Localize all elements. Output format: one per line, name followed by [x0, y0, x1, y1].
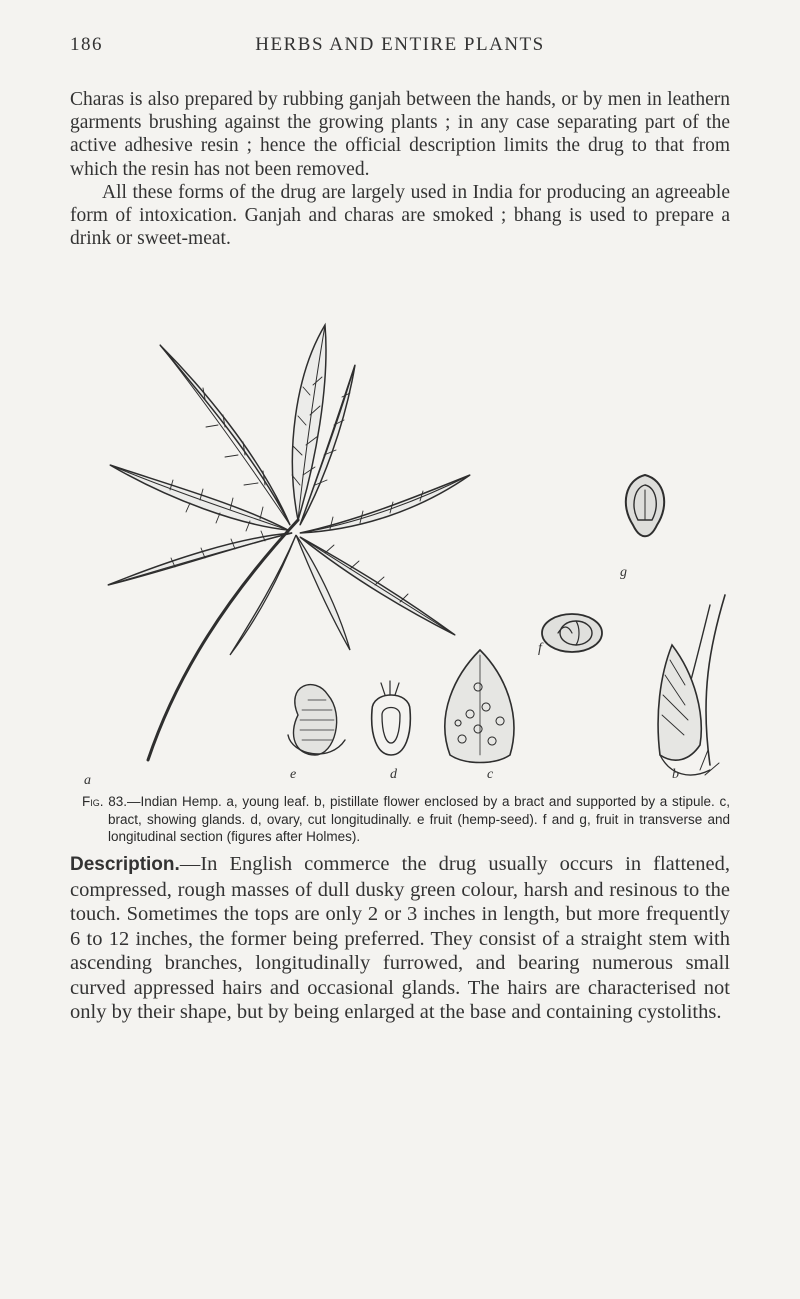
leaf-stem — [148, 520, 298, 760]
ovary-section — [372, 681, 411, 755]
paragraph-charas: Charas is also prepared by rubbing ganjah between the hands, or by men in leathern garments brushing against the growing plants ; in any case separating part of the active adhesive resin ; hence the official description limits the drug to that from which the resin has not been removed. — [70, 89, 730, 180]
running-title: HERBS AND ENTIRE PLANTS — [255, 34, 545, 55]
fruit-hemp-seed — [288, 685, 345, 755]
page-number: 186 — [70, 34, 103, 55]
label-f: f — [538, 641, 542, 656]
figure-number: Fig. 83. — [82, 794, 127, 809]
description-section — [70, 852, 730, 1025]
label-g: g — [620, 565, 627, 580]
leaflet-small-pair — [230, 535, 350, 655]
label-e: e — [290, 767, 297, 782]
label-c: c — [487, 767, 494, 782]
leaflet-right — [300, 475, 470, 533]
pistillate-flower — [658, 595, 725, 775]
bract-glands — [445, 650, 514, 763]
leaflet-center — [292, 325, 326, 520]
description-text: —In English commerce the drug usually occurs in flattened, compressed, rough masses of dull dusky green colour, harsh and resinous to the touch. Sometimes the tops are only 2 or 3 inches in length, but more frequently 6 to 12 inches, the former being preferred. They consist of a straight stem with ascending branches, longitudinally furrowed, and bearing numerous small curved appressed hairs and occasional glands. The hairs are characterised not only by their shape, but by being enlarged at the base and containing cystoliths. — [70, 853, 730, 1023]
hemp-illustration — [60, 315, 740, 795]
intro-text — [70, 88, 730, 250]
figure-caption-text: —Indian Hemp. a, young leaf. b, pistillate flower enclosed by a bract and supported by a stipule. c, bract, showing glands. d, ovary, cut longitudinally. e fruit (hemp-seed). f and g, fruit in transverse and longitudinal section (figures after Holmes). — [108, 794, 730, 844]
label-a: a — [84, 773, 91, 788]
paragraph-uses: All these forms of the drug are largely used in India for producing an agreeable form of intoxication. Ganjah and charas are smoked ; bhang is used to prepare a drink or sweet-meat. — [70, 181, 730, 250]
running-head — [70, 34, 730, 60]
figure-caption — [82, 793, 730, 846]
description-heading: Description. — [70, 854, 180, 875]
label-b: b — [672, 767, 679, 782]
fruit-longitudinal — [626, 475, 664, 536]
label-d: d — [390, 767, 397, 782]
fruit-transverse — [542, 614, 602, 652]
hemp-figure — [60, 315, 740, 795]
